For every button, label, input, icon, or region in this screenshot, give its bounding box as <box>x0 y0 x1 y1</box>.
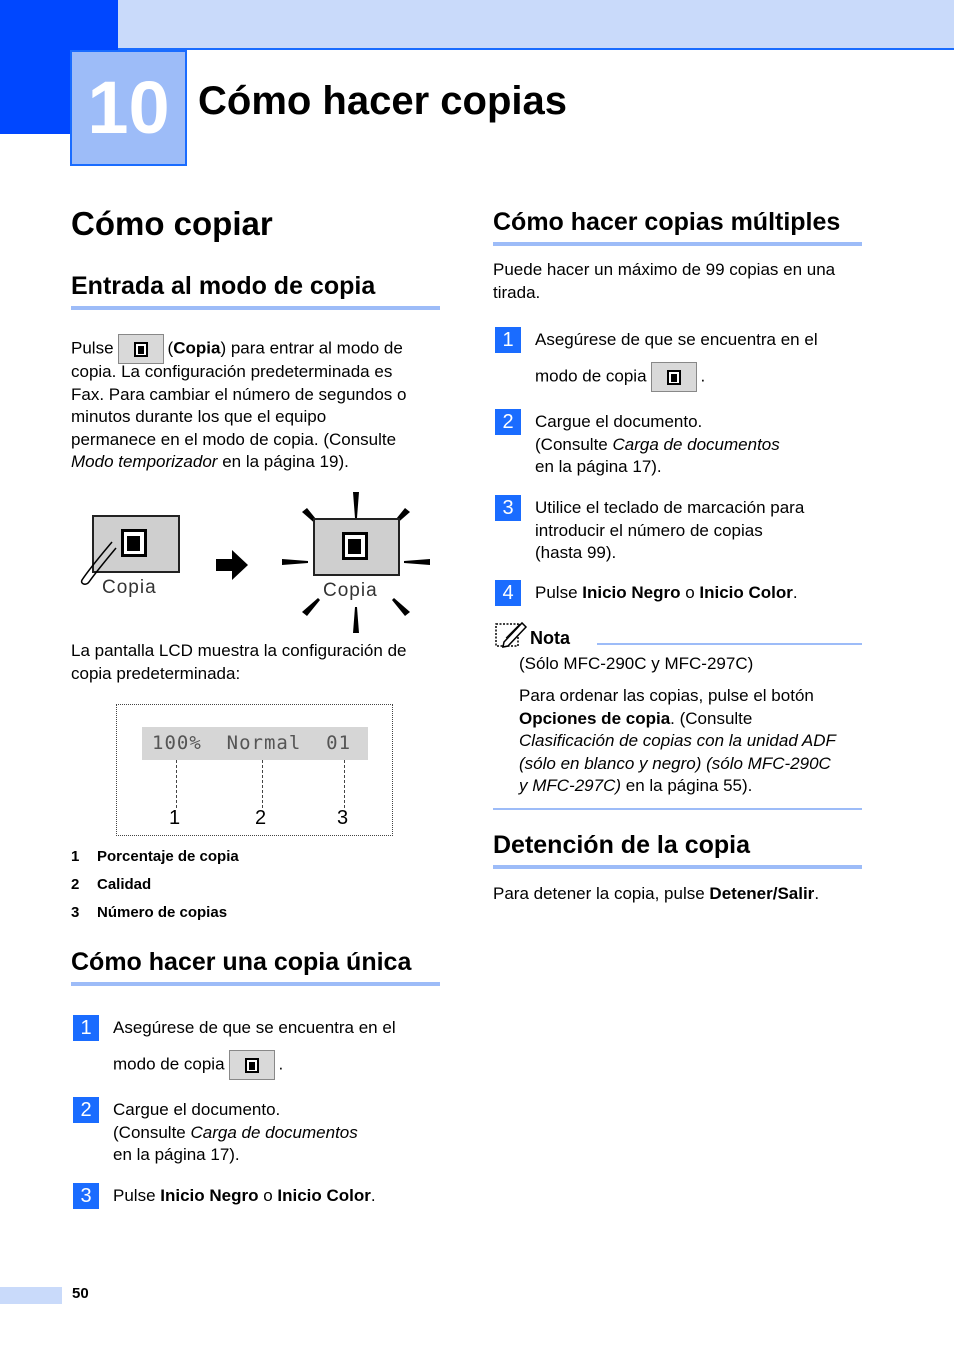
copy-options-label: Opciones de copia <box>519 708 671 728</box>
step-number: 3 <box>495 495 521 521</box>
multi-step-2 <box>535 411 865 479</box>
step-text-pre: (Consulte <box>113 1122 191 1142</box>
note-ref: Clasificación de copias con la unidad ADF <box>519 731 836 750</box>
step-number: 1 <box>495 327 521 353</box>
start-color-label: Inicio Color <box>277 1186 371 1205</box>
multi-intro-line: tirada. <box>493 282 541 302</box>
legend-item <box>71 904 227 921</box>
stop-text: . <box>814 884 820 903</box>
lcd-leader-line <box>344 760 345 808</box>
stop-copy-heading: Detención de la copia <box>493 831 862 869</box>
lcd-callout-number: 3 <box>337 807 349 829</box>
step-text: modo de copia <box>113 1053 225 1073</box>
legend-text: Calidad <box>97 876 152 893</box>
step-text-with-button: modo de copia . <box>535 362 865 392</box>
single-copy-heading: Cómo hacer una copia única <box>71 948 440 986</box>
header-bar <box>0 0 954 50</box>
lcd-leader-line <box>176 760 177 808</box>
entry-text-pulse: Pulse <box>71 338 114 358</box>
step-number: 2 <box>495 409 521 435</box>
lcd-intro <box>71 640 446 685</box>
lcd-callout-number: 2 <box>255 807 267 829</box>
multi-intro-line: Puede hacer un máximo de 99 copias en una <box>493 260 836 279</box>
step-text: Cargue el documento. <box>535 412 703 431</box>
lcd-intro-line: copia predeterminada: <box>71 663 241 683</box>
note-ref-line <box>519 730 864 753</box>
note-pencil-icon <box>494 620 528 650</box>
page-number: 50 <box>72 1285 89 1302</box>
multi-intro <box>493 259 868 304</box>
step-text: Pulse <box>535 583 583 602</box>
note-ref-post: en la página 55). <box>621 776 753 795</box>
step-text: (hasta 99). <box>535 543 617 562</box>
copy-icon <box>121 529 147 557</box>
legend-item <box>71 876 151 893</box>
step-number: 2 <box>73 1097 99 1123</box>
entry-heading: Entrada al modo de copia <box>71 272 440 310</box>
entry-line: copia. La configuración predeterminada es <box>71 362 393 381</box>
step-text: en la página 17). <box>535 457 662 476</box>
note-models: (Sólo MFC-290C y MFC-297C) <box>519 654 754 673</box>
copy-key-label: Copia <box>102 577 157 598</box>
step-text: o <box>680 583 700 602</box>
step-text <box>535 434 865 457</box>
step-number: 3 <box>73 1183 99 1209</box>
multi-step-1 <box>535 329 865 392</box>
stop-exit-label: Detener/Salir <box>709 884 815 903</box>
entry-copia-bold: Copia <box>173 338 221 358</box>
multi-step-4 <box>535 582 865 605</box>
step-text-pre: (Consulte <box>535 434 613 454</box>
step-number: 4 <box>495 580 521 606</box>
step-text: . <box>370 1186 376 1205</box>
step-text <box>113 1122 443 1145</box>
note-body <box>519 685 864 798</box>
lcd-display: 100% Normal 01 <box>142 727 368 760</box>
entry-ref-post: en la página 19). <box>217 452 349 471</box>
step-text: Cargue el documento. <box>113 1100 281 1119</box>
start-black-label: Inicio Negro <box>582 583 681 602</box>
step-ref: Carga de documentos <box>612 434 780 454</box>
step-text: . <box>792 583 798 602</box>
note-text-post: . (Consulte <box>670 708 753 728</box>
entry-lines <box>71 361 446 474</box>
copy-button <box>651 362 697 392</box>
chapter-title: Cómo hacer copias <box>198 79 568 123</box>
copy-button <box>118 334 164 364</box>
note-ref: y MFC-297C) <box>519 776 622 795</box>
step-text: Asegúrese de que se encuentra en el <box>113 1018 396 1037</box>
single-step-1 <box>113 1017 443 1080</box>
copy-icon <box>134 342 148 357</box>
step-text: Asegúrese de que se encuentra en el <box>535 330 818 349</box>
legend-text: Porcentaje de copia <box>97 848 239 865</box>
section-title: Cómo copiar <box>71 205 273 242</box>
chapter-number: 10 <box>87 66 170 149</box>
step-text: introducir el número de copias <box>535 520 763 540</box>
entry-line: Fax. Para cambiar el número de segundos o <box>71 384 407 404</box>
copy-icon <box>342 532 368 560</box>
entry-paragraph: Pulse (Copia) para entrar al modo de <box>71 334 441 364</box>
start-color-label: Inicio Color <box>699 583 793 602</box>
entry-ref-line <box>71 451 446 474</box>
step-text: Pulse <box>113 1186 161 1205</box>
entry-ref: Modo temporizador <box>71 452 218 471</box>
note-ref: (sólo en blanco y negro) (sólo MFC-290C <box>519 753 831 773</box>
multi-step-3 <box>535 497 865 565</box>
entry-line: minutos durante los que el equipo <box>71 407 327 426</box>
stop-text: Para detener la copia, pulse <box>493 884 710 903</box>
lcd-callout-number: 1 <box>169 807 181 829</box>
arrow-right-icon <box>216 550 250 580</box>
multi-copy-heading: Cómo hacer copias múltiples <box>493 208 862 246</box>
legend-text: Número de copias <box>97 904 228 921</box>
step-text: Utilice el teclado de marcación para <box>535 498 805 517</box>
step-ref: Carga de documentos <box>190 1122 358 1142</box>
step-text: en la página 17). <box>113 1145 240 1164</box>
lcd-leader-line <box>262 760 263 808</box>
step-text: modo de copia <box>535 365 647 385</box>
lcd-intro-line: La pantalla LCD muestra la configuración de <box>71 641 407 660</box>
copy-button <box>229 1050 275 1080</box>
copy-key-lit <box>313 518 400 576</box>
note-ref-line <box>519 753 864 776</box>
note-title: Nota <box>530 628 570 648</box>
copy-icon <box>245 1058 259 1073</box>
note-bottom-rule <box>493 808 862 810</box>
entry-line: permanece en el modo de copia. (Consulte <box>71 429 397 449</box>
single-step-2 <box>113 1099 443 1167</box>
note-text <box>519 708 864 731</box>
single-step-3 <box>113 1185 443 1208</box>
copy-icon <box>667 370 681 385</box>
page-number-bar <box>0 1287 62 1304</box>
step-number: 1 <box>73 1015 99 1041</box>
legend-number: 2 <box>71 876 80 893</box>
entry-text-post: ) para entrar al modo de <box>220 338 403 358</box>
stop-paragraph <box>493 883 868 906</box>
step-text: o <box>258 1186 278 1205</box>
note-ref-line <box>519 775 864 798</box>
note-top-rule <box>597 643 862 645</box>
legend-item <box>71 848 239 865</box>
note-text: Para ordenar las copias, pulse el botón <box>519 686 814 705</box>
copy-key-lit-label: Copia <box>323 580 378 601</box>
start-black-label: Inicio Negro <box>160 1186 259 1205</box>
legend-number: 3 <box>71 904 80 921</box>
step-text-with-button: modo de copia . <box>113 1050 443 1080</box>
legend-number: 1 <box>71 848 80 865</box>
